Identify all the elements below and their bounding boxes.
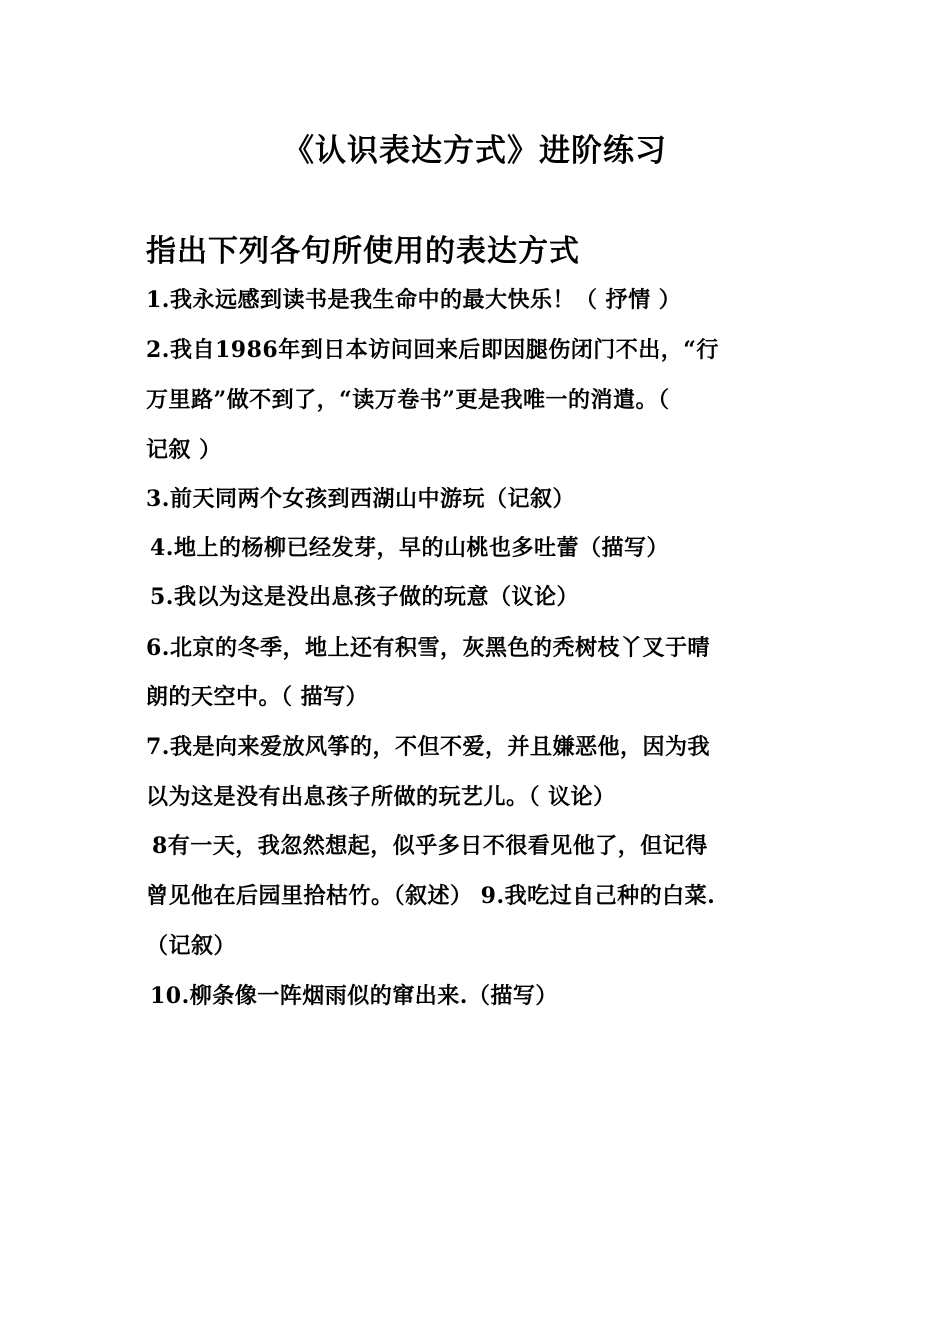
question-9-line-2: （记叙） (146, 933, 237, 959)
question-7-line-2: 以为这是没有出息孩子所做的玩艺儿。（ 议论） (146, 784, 616, 810)
question-1-line: 1.我永远感到读书是我生命中的最大快乐！（ 抒情 ） (146, 287, 682, 313)
question-3-line: 3.前天同两个女孩到西湖山中游玩（记叙） (146, 486, 575, 512)
question-7-line-1: 7.我是向来爱放风筝的，不但不爱，并且嫌恶他，因为我 (146, 734, 710, 760)
exercise-instruction: 指出下列各句所使用的表达方式 (146, 234, 580, 269)
document-title: 《认识表达方式》进阶练习 (283, 133, 667, 169)
question-10-line: 10.柳条像一阵烟雨似的窜出来.（描写） (150, 983, 558, 1009)
question-2-line-1: 2.我自1986年到日本访问回来后即因腿伤闭门不出，“行 (146, 337, 719, 363)
question-2-line-2: 万里路”做不到了，“读万卷书”更是我唯一的消遣。（ (146, 387, 670, 413)
question-6-line-2: 朗的天空中。（ 描写） (146, 684, 369, 710)
question-8-9-line: 曾见他在后园里拾枯竹。（叙述） 9.我吃过自己种的白菜. (146, 883, 716, 909)
question-2-line-3: 记叙 ） (146, 437, 222, 463)
question-6-line-1: 6.北京的冬季，地上还有积雪，灰黑色的秃树枝丫叉于晴 (146, 635, 710, 661)
question-5-line: 5.我以为这是没出息孩子做的玩意（议论） (150, 584, 579, 610)
question-8-line-1: 8有一天，我忽然想起，似乎多日不很看见他了，但记得 (152, 833, 708, 859)
question-4-line: 4.地上的杨柳已经发芽，早的山桃也多吐蕾（描写） (150, 535, 669, 561)
